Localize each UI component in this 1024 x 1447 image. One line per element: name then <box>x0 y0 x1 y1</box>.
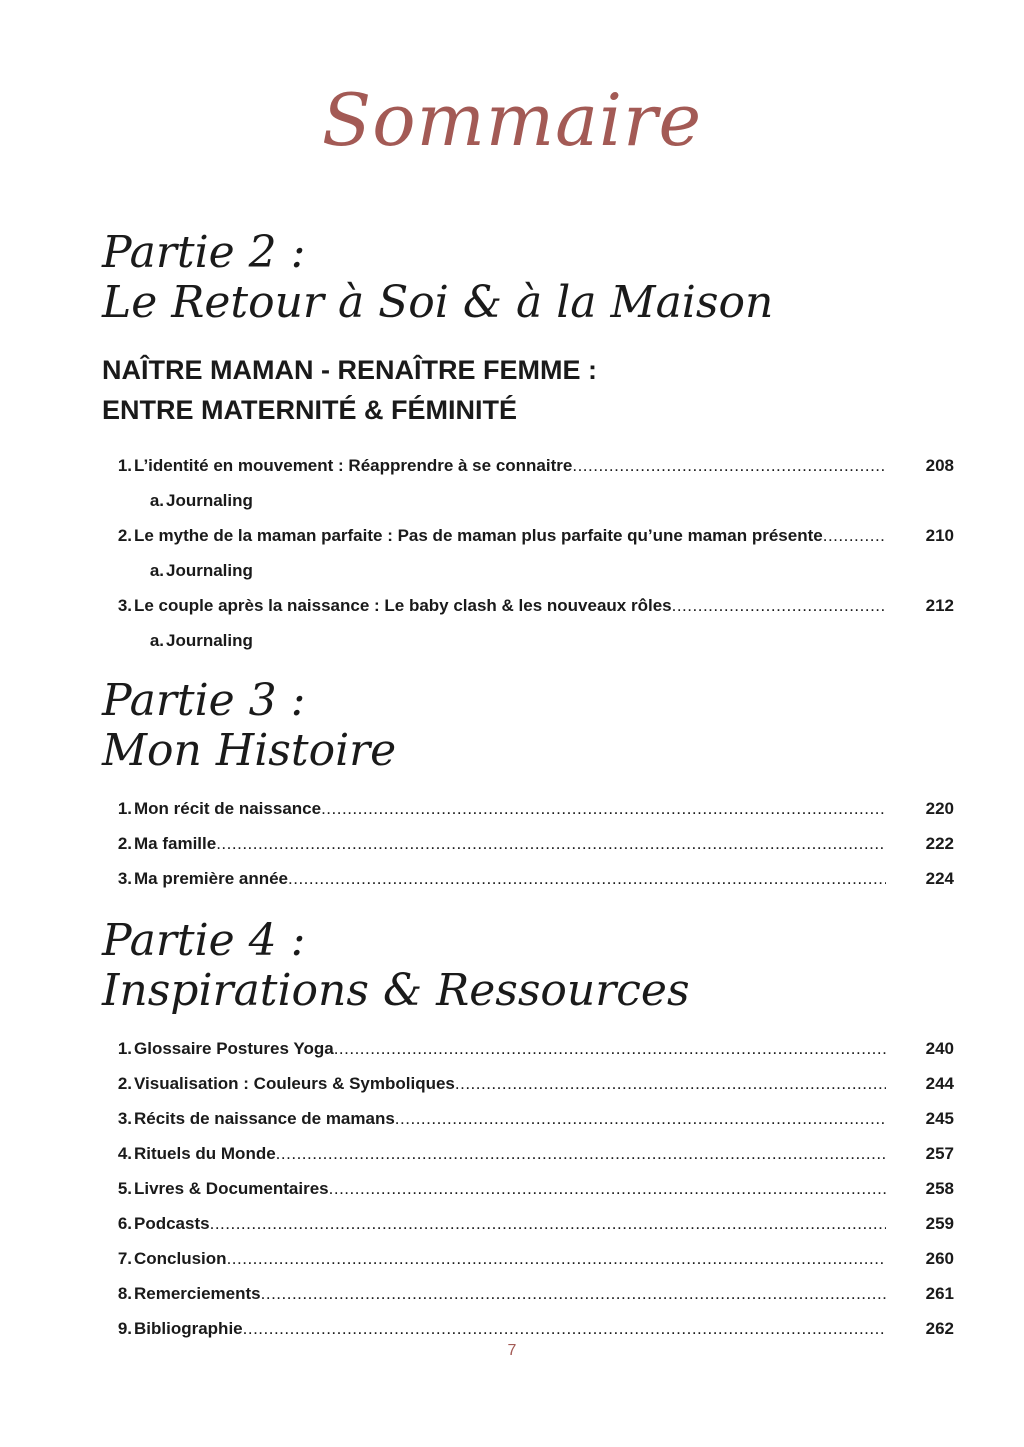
toc-item-label: Conclusion ..... <box>134 1241 886 1276</box>
part-3-title: Mon Histoire <box>102 725 397 776</box>
toc-item[interactable] <box>0 1276 1024 1311</box>
toc-item[interactable] <box>0 1031 1024 1066</box>
toc-item-page: 224 <box>925 869 954 888</box>
part-3-number: Partie 3 : <box>102 675 306 726</box>
part-4-heading <box>102 916 690 1016</box>
part-2-heading <box>102 228 773 328</box>
toc-item[interactable] <box>0 448 1024 483</box>
toc-item-page: 258 <box>925 1179 954 1198</box>
toc-item-page: 208 <box>925 456 954 475</box>
toc-item-label: Bibliographie ..... <box>134 1311 886 1346</box>
toc-item[interactable] <box>0 1101 1024 1136</box>
toc-item-page: 222 <box>925 834 954 853</box>
toc-item-number: 1. <box>117 799 132 818</box>
toc-subitem-label: Journaling <box>166 561 253 580</box>
toc-item-label: Récits de naissance de mamans ..... <box>134 1101 886 1136</box>
toc-item-page: 240 <box>925 1039 954 1058</box>
toc-item-number: 2. <box>117 526 132 545</box>
toc-subitem[interactable] <box>0 483 1024 518</box>
toc-subitem-label: Journaling <box>166 631 253 650</box>
toc-item[interactable] <box>0 791 1024 826</box>
toc-item-label: Ma première année ..... <box>134 861 886 896</box>
toc-item-page: 220 <box>925 799 954 818</box>
page-number: 7 <box>507 1342 517 1359</box>
toc-item-number: 9. <box>117 1319 132 1338</box>
toc-item[interactable] <box>0 1241 1024 1276</box>
toc-part-3 <box>0 791 1024 896</box>
toc-subitem-letter: a. <box>149 491 164 510</box>
toc-item-number: 4. <box>117 1144 132 1163</box>
toc-item-number: 3. <box>117 869 132 888</box>
toc-subitem[interactable] <box>0 553 1024 588</box>
section-subheading <box>102 350 597 430</box>
part-3-heading <box>102 676 396 776</box>
toc-item[interactable] <box>0 1311 1024 1346</box>
toc-item-number: 3. <box>117 596 132 615</box>
toc-item-label: Ma famille ..... <box>134 826 886 861</box>
part-4-title: Inspirations & Ressources <box>102 965 690 1016</box>
toc-item-label: Podcasts ..... <box>134 1206 886 1241</box>
part-2-number: Partie 2 : <box>102 227 306 278</box>
toc-item-page: 245 <box>925 1109 954 1128</box>
toc-item-label: Remerciements ..... <box>134 1276 886 1311</box>
toc-item-number: 1. <box>117 456 132 475</box>
toc-subitem-label: Journaling <box>166 491 253 510</box>
toc-item-number: 5. <box>117 1179 132 1198</box>
toc-item-number: 8. <box>117 1284 132 1303</box>
toc-item-number: 3. <box>117 1109 132 1128</box>
toc-item-label: L’identité en mouvement : Réapprendre à se connaitre ..... <box>134 448 886 483</box>
page-title: Sommaire <box>321 78 703 162</box>
toc-item[interactable] <box>0 1066 1024 1101</box>
toc-item-label: Visualisation : Couleurs & Symboliques ..... <box>134 1066 886 1101</box>
toc-subitem-letter: a. <box>149 561 164 580</box>
toc-item-page: 261 <box>925 1284 954 1303</box>
toc-item-number: 6. <box>117 1214 132 1233</box>
toc-item[interactable] <box>0 1136 1024 1171</box>
toc-item-label: Glossaire Postures Yoga ..... <box>134 1031 886 1066</box>
toc-item[interactable] <box>0 861 1024 896</box>
toc-item[interactable] <box>0 588 1024 623</box>
toc-item-page: 210 <box>925 526 954 545</box>
toc-item-page: 262 <box>925 1319 954 1338</box>
subheading-line-1: NAÎTRE MAMAN - RENAÎTRE FEMME : <box>102 355 597 385</box>
part-2-title: Le Retour à Soi & à la Maison <box>102 277 774 328</box>
toc-item-label: Le mythe de la maman parfaite : Pas de maman plus parfaite qu’une maman présente ..... <box>134 518 886 553</box>
toc-item-number: 2. <box>117 1074 132 1093</box>
part-4-number: Partie 4 : <box>102 915 306 966</box>
toc-item-number: 2. <box>117 834 132 853</box>
toc-part-4 <box>0 1031 1024 1346</box>
toc-item-page: 260 <box>925 1249 954 1268</box>
toc-item[interactable] <box>0 1206 1024 1241</box>
toc-item[interactable] <box>0 518 1024 553</box>
toc-item-number: 1. <box>117 1039 132 1058</box>
toc-item-number: 7. <box>117 1249 132 1268</box>
toc-item-page: 259 <box>925 1214 954 1233</box>
toc-item-label: Le couple après la naissance : Le baby clash & les nouveaux rôles ..... <box>134 588 886 623</box>
toc-subitem[interactable] <box>0 623 1024 658</box>
toc-item-page: 257 <box>925 1144 954 1163</box>
toc-item-page: 212 <box>925 596 954 615</box>
toc-item[interactable] <box>0 826 1024 861</box>
toc-part-2 <box>0 448 1024 658</box>
subheading-line-2: ENTRE MATERNITÉ & FÉMINITÉ <box>102 395 517 425</box>
toc-item[interactable] <box>0 1171 1024 1206</box>
toc-subitem-letter: a. <box>149 631 164 650</box>
toc-item-label: Mon récit de naissance ..... <box>134 791 886 826</box>
toc-item-page: 244 <box>925 1074 954 1093</box>
toc-item-label: Livres & Documentaires ..... <box>134 1171 886 1206</box>
toc-item-label: Rituels du Monde ..... <box>134 1136 886 1171</box>
